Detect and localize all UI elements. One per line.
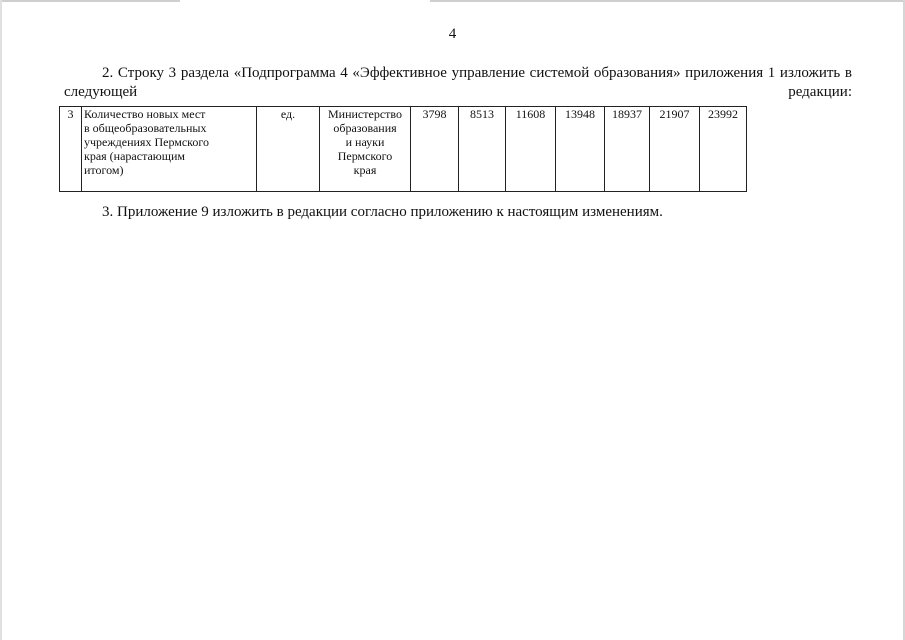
table-row	[60, 107, 747, 192]
indicator-line: в общеобразовательных	[84, 121, 207, 135]
indicator-line: итогом)	[84, 163, 124, 177]
indicator-line: Количество новых мест	[84, 107, 206, 121]
value-cell: 11608	[506, 107, 556, 192]
amendment-paragraph-3: 3. Приложение 9 изложить в редакции согласно приложению к настоящим изменениям.	[102, 204, 663, 220]
value-cell: 18937	[605, 107, 650, 192]
value-cell: 3798	[411, 107, 459, 192]
indicator-line: учреждениях Пермского	[84, 135, 210, 149]
responsible-cell	[320, 107, 411, 192]
indicator-line: края (нарастающим	[84, 149, 186, 163]
responsible-line: Пермского	[337, 149, 393, 163]
responsible-line: Министерство	[328, 107, 402, 121]
scan-edge	[0, 0, 180, 2]
value-cell: 21907	[650, 107, 700, 192]
scan-edge	[430, 0, 905, 2]
page-number: 4	[448, 26, 457, 42]
scan-edge	[0, 0, 2, 640]
amendment-paragraph-2: 2. Строку 3 раздела «Подпрограмма 4 «Эффективное управление системой образования» приложения 1 изложить в следующей редакции:	[64, 65, 852, 100]
value-cell: 13948	[556, 107, 605, 192]
indicator-name-cell	[82, 107, 257, 192]
responsible-line: и науки	[345, 135, 385, 149]
unit-cell: ед.	[257, 107, 320, 192]
responsible-line: образования	[333, 121, 397, 135]
value-cell: 8513	[459, 107, 506, 192]
value-cell: 23992	[700, 107, 747, 192]
responsible-line: края	[353, 163, 377, 177]
indicator-row-table	[59, 106, 747, 192]
row-number-cell: 3	[60, 107, 82, 192]
